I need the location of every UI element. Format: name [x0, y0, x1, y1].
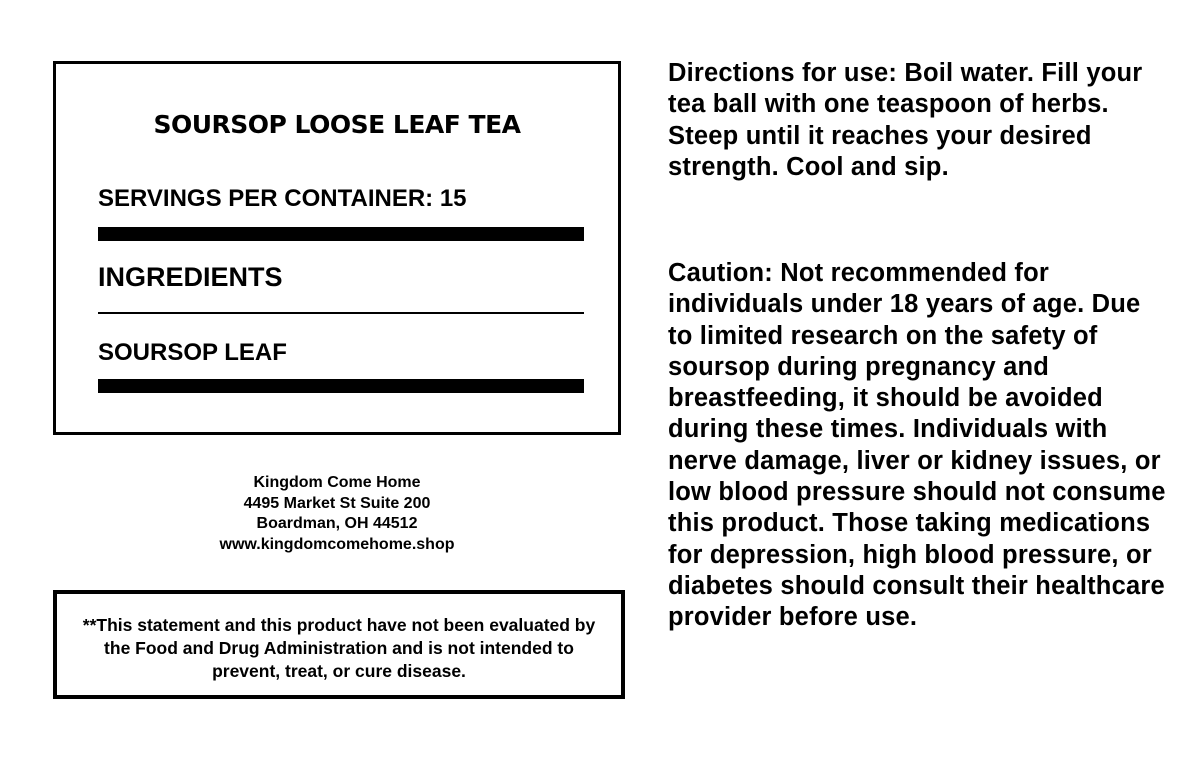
street-address: 4495 Market St Suite 200 [243, 494, 431, 512]
fda-disclaimer-box [53, 590, 625, 699]
ingredients-heading: INGREDIENTS [98, 262, 283, 292]
fda-disclaimer-text: **This statement and this product have not been evaluated by the Food and Drug Administration and is not intended to prevent, treat, or cure disease. [82, 615, 596, 681]
thick-divider [98, 227, 584, 241]
company-address [53, 473, 621, 555]
company-name: Kingdom Come Home [253, 474, 421, 491]
ingredient-item: SOURSOP LEAF [98, 339, 287, 366]
city-state-zip: Boardman, OH 44512 [256, 515, 418, 532]
thick-divider [98, 379, 584, 393]
directions-for-use: Directions for use: Boil water. Fill your tea ball with one teaspoon of herbs. Steep until it reaches your desired strength. Cool and sip. [668, 59, 1143, 181]
thin-divider [98, 312, 584, 314]
product-label-box [53, 61, 621, 435]
product-title: SOURSOP LOOSE LEAF TEA [153, 110, 521, 139]
website: www.kingdomcomehome.shop [219, 535, 455, 553]
caution-statement: Caution: Not recommended for individuals under 18 years of age. Due to limited research on the safety of soursop during pregnancy and breastfeeding, it should be avoided during these times. Individuals with nerve damage, liver or kidney issues, or low blood pressure should not consume this product. Those taking medications for depression, high blood pressure, or diabetes should consult their healthcare provider before use. [668, 259, 1166, 632]
servings-per-container: SERVINGS PER CONTAINER: 15 [98, 185, 467, 212]
